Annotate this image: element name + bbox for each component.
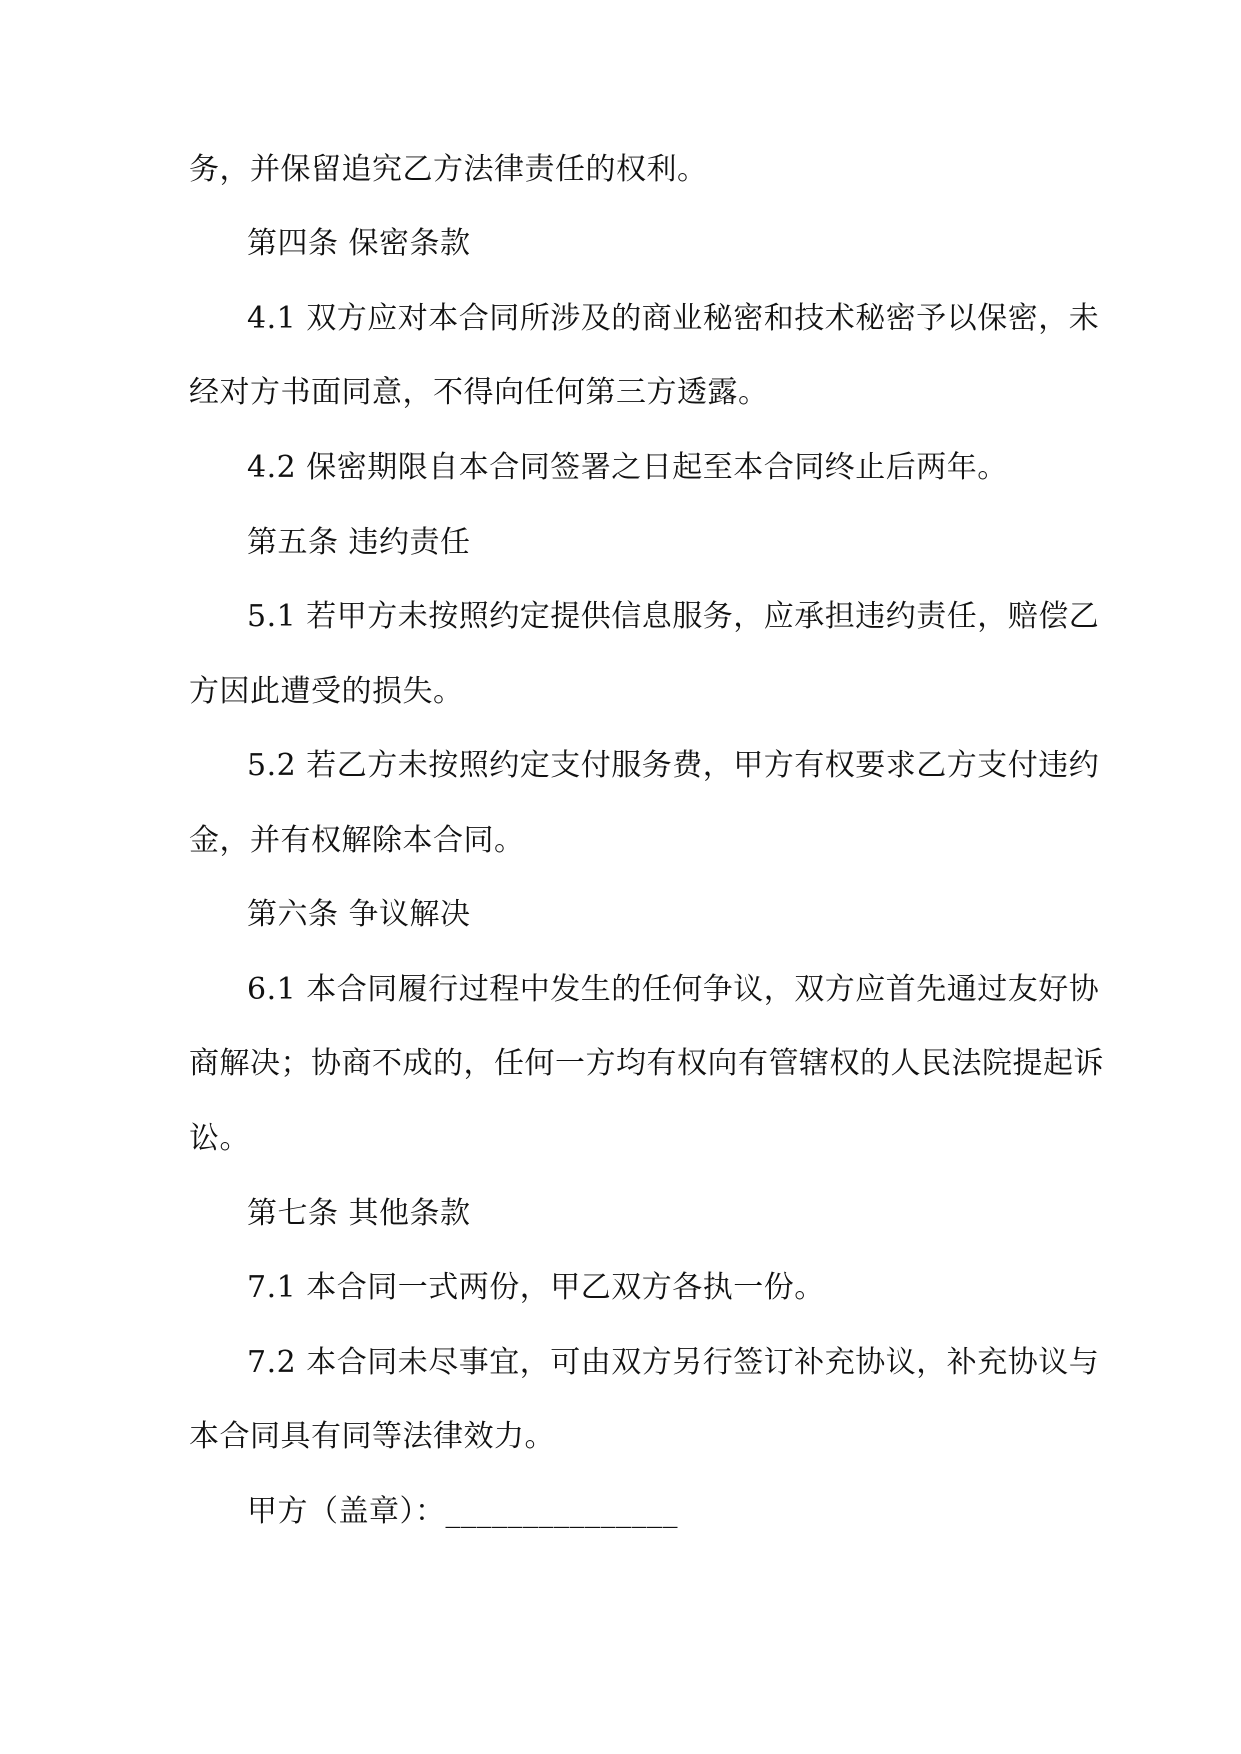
section-heading-other: 第七条 其他条款: [247, 1196, 471, 1231]
section-heading-confidentiality: 第四条 保密条款: [247, 226, 471, 261]
clause-5-1-line-1: 5.1 若甲方未按照约定提供信息服务，应承担违约责任，赔偿乙: [247, 599, 1100, 634]
clause-4-2: 4.2 保密期限自本合同签署之日起至本合同终止后两年。: [247, 450, 1008, 485]
text-line-1: 务，并保留追究乙方法律责任的权利。: [189, 152, 708, 187]
clause-7-2-line-1: 7.2 本合同未尽事宜，可由双方另行签订补充协议，补充协议与: [247, 1345, 1100, 1380]
clause-6-1-line-1: 6.1 本合同履行过程中发生的任何争议，双方应首先通过友好协: [247, 972, 1100, 1007]
clause-7-1: 7.1 本合同一式两份，甲乙双方各执一份。: [247, 1270, 825, 1305]
section-heading-liability: 第五条 违约责任: [247, 525, 471, 560]
section-heading-dispute: 第六条 争议解决: [247, 897, 471, 932]
clause-5-2-line-1: 5.2 若乙方未按照约定支付服务费，甲方有权要求乙方支付违约: [247, 748, 1100, 783]
clause-6-1-line-3: 讼。: [189, 1121, 250, 1156]
party-a-signature-line: 甲方（盖章）：_______________: [247, 1494, 678, 1529]
clause-5-2-line-2: 金，并有权解除本合同。: [189, 823, 525, 858]
clause-4-1-line-2: 经对方书面同意，不得向任何第三方透露。: [189, 375, 769, 410]
clause-4-1-line-1: 4.1 双方应对本合同所涉及的商业秘密和技术秘密予以保密，未: [247, 301, 1100, 336]
clause-6-1-line-2: 商解决；协商不成的，任何一方均有权向有管辖权的人民法院提起诉: [189, 1046, 1104, 1081]
clause-7-2-line-2: 本合同具有同等法律效力。: [189, 1419, 555, 1454]
clause-5-1-line-2: 方因此遭受的损失。: [189, 674, 464, 709]
